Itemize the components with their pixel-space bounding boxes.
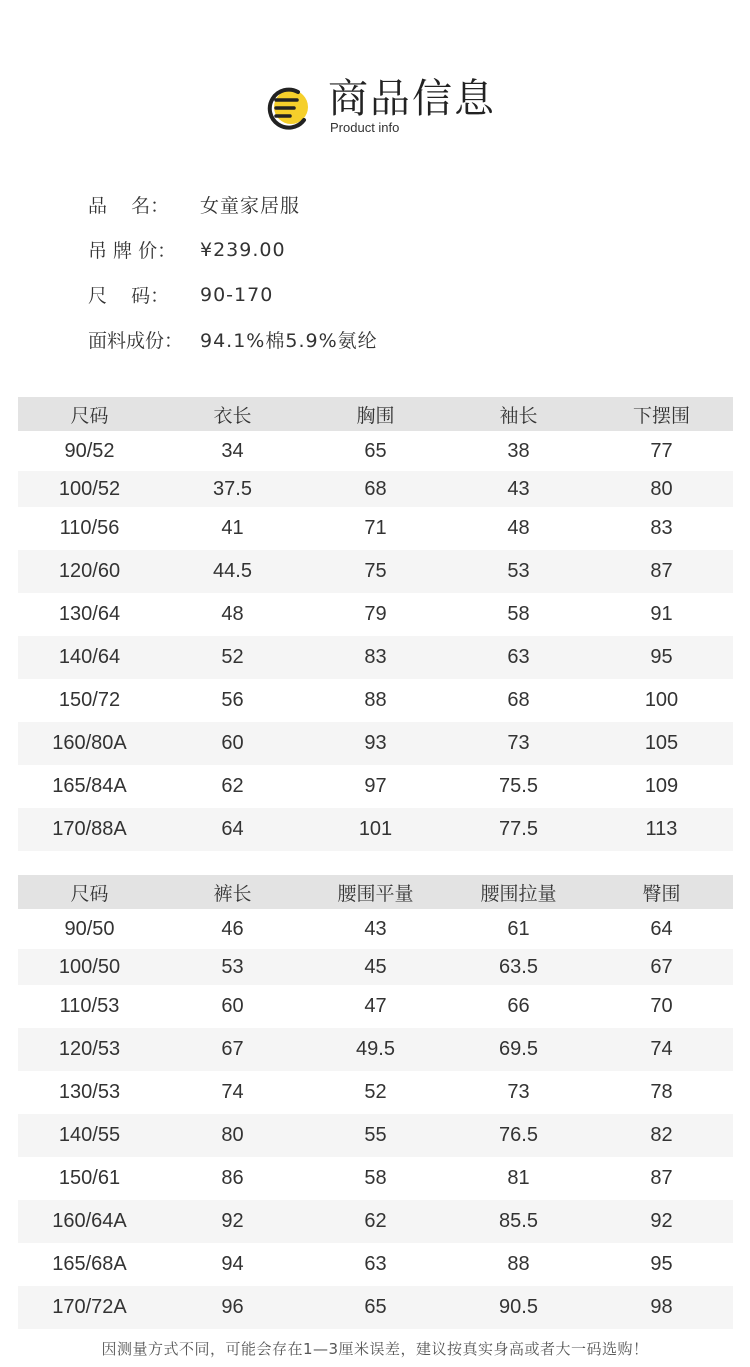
table-cell: 60	[221, 995, 244, 1017]
table-cell: 71	[364, 517, 387, 539]
table-cell: 83	[650, 517, 673, 539]
table-row	[18, 1071, 733, 1114]
table-row	[18, 636, 733, 679]
info-row-name	[88, 182, 378, 227]
table-row	[18, 1243, 733, 1286]
table-cell: 58	[507, 603, 530, 625]
table-cell: 44.5	[161, 550, 304, 593]
table-cell: 165/68A	[52, 1253, 127, 1275]
table-cell: 78	[650, 1081, 673, 1103]
table-cell: 74	[221, 1081, 244, 1103]
table-cell: 64	[650, 917, 673, 940]
table-cell: 88	[507, 1253, 530, 1275]
table-row	[18, 679, 733, 722]
section-header	[0, 70, 750, 140]
column-header: 尺码	[18, 397, 161, 431]
table-cell: 76.5	[447, 1114, 590, 1157]
info-value: 女童家居服	[200, 195, 301, 217]
table-row	[18, 1200, 733, 1243]
table-cell: 105	[590, 722, 733, 765]
table-cell: 160/64A	[18, 1200, 161, 1243]
table-cell: 93	[304, 722, 447, 765]
table-header-row	[18, 875, 733, 909]
table-cell: 65	[304, 1286, 447, 1329]
table-header-row	[18, 397, 733, 431]
column-header: 裤长	[161, 875, 304, 909]
column-header: 臀围	[590, 875, 733, 909]
table-row	[18, 909, 733, 949]
table-cell: 150/61	[58, 1167, 121, 1189]
column-header: 腰围拉量	[447, 875, 590, 909]
info-value: 94.1%棉5.9%氨纶	[200, 330, 378, 352]
table-cell: 170/88A	[18, 808, 161, 851]
table-cell: 74	[590, 1028, 733, 1071]
table-cell: 109	[644, 775, 679, 797]
table-cell: 77.5	[447, 808, 590, 851]
table-row	[18, 1028, 733, 1071]
table-cell: 68	[304, 471, 447, 507]
table-cell: 58	[364, 1167, 387, 1189]
table-cell: 56	[221, 689, 244, 711]
table-cell: 80	[590, 471, 733, 507]
table-cell: 90.5	[447, 1286, 590, 1329]
info-row-fabric	[88, 317, 378, 362]
table-cell: 110/53	[59, 995, 120, 1017]
table-cell: 61	[507, 917, 530, 940]
table-cell: 100	[644, 689, 679, 711]
table-cell: 53	[447, 550, 590, 593]
table-cell: 88	[364, 689, 387, 711]
info-row-size	[88, 272, 378, 317]
table-cell: 90/50	[64, 917, 115, 940]
table-cell: 86	[221, 1167, 244, 1189]
table-cell: 62	[221, 775, 244, 797]
table-cell: 45	[304, 949, 447, 985]
table-row	[18, 765, 733, 808]
table-row	[18, 722, 733, 765]
info-label: 品 名：	[88, 195, 170, 217]
table-cell: 110/56	[59, 517, 120, 539]
measurement-note: 因测量方式不同，可能会存在1—3厘米误差，建议按真实身高或者大一码选购！	[101, 1340, 649, 1358]
table-cell: 48	[507, 517, 530, 539]
table-row	[18, 985, 733, 1028]
column-header: 袖长	[447, 397, 590, 431]
info-logo-icon	[264, 84, 312, 130]
bottom-size-table	[18, 875, 733, 1329]
table-row	[18, 507, 733, 550]
table-cell: 92	[161, 1200, 304, 1243]
table-cell: 94	[221, 1253, 244, 1275]
table-cell: 140/55	[18, 1114, 161, 1157]
table-cell: 68	[507, 689, 530, 711]
table-cell: 70	[650, 995, 673, 1017]
info-label: 吊 牌 价：	[88, 240, 177, 262]
table-cell: 75.5	[499, 775, 538, 797]
info-value: 90-170	[200, 283, 274, 306]
table-cell: 73	[507, 1081, 530, 1103]
column-header: 衣长	[161, 397, 304, 431]
table-cell: 47	[364, 995, 387, 1017]
table-row	[18, 949, 733, 985]
table-cell: 82	[590, 1114, 733, 1157]
table-cell: 49.5	[304, 1028, 447, 1071]
table-cell: 52	[364, 1081, 387, 1103]
table-cell: 120/60	[18, 550, 161, 593]
table-row	[18, 1286, 733, 1329]
table-cell: 97	[364, 775, 387, 797]
table-cell: 41	[221, 517, 244, 539]
table-cell: 140/64	[18, 636, 161, 679]
table-cell: 69.5	[447, 1028, 590, 1071]
table-cell: 66	[507, 995, 530, 1017]
table-cell: 150/72	[58, 689, 121, 711]
table-cell: 34	[221, 439, 244, 462]
table-cell: 65	[364, 439, 387, 462]
table-cell: 43	[447, 471, 590, 507]
table-row	[18, 431, 733, 471]
product-info-list	[88, 182, 378, 362]
table-cell: 113	[590, 808, 733, 851]
table-cell: 101	[304, 808, 447, 851]
table-cell: 100/52	[18, 471, 161, 507]
table-cell: 160/80A	[18, 722, 161, 765]
table-cell: 67	[161, 1028, 304, 1071]
table-cell: 43	[364, 917, 387, 940]
table-row	[18, 1157, 733, 1200]
table-cell: 62	[304, 1200, 447, 1243]
column-header: 胸围	[304, 397, 447, 431]
column-header: 腰围平量	[304, 875, 447, 909]
table-cell: 46	[221, 917, 244, 940]
table-cell: 87	[590, 550, 733, 593]
table-cell: 67	[590, 949, 733, 985]
page-subtitle: Product info	[330, 120, 400, 135]
table-cell: 98	[590, 1286, 733, 1329]
table-cell: 77	[650, 439, 673, 462]
info-row-price	[88, 227, 378, 272]
page-title: 商品信息	[328, 76, 496, 122]
table-cell: 90/52	[64, 439, 115, 462]
info-label: 尺 码：	[88, 285, 170, 307]
table-cell: 73	[447, 722, 590, 765]
table-cell: 83	[304, 636, 447, 679]
table-cell: 130/64	[58, 603, 121, 625]
table-row	[18, 593, 733, 636]
table-cell: 63.5	[447, 949, 590, 985]
table-row	[18, 550, 733, 593]
table-cell: 80	[161, 1114, 304, 1157]
table-cell: 75	[304, 550, 447, 593]
table-cell: 100/50	[18, 949, 161, 985]
table-cell: 91	[650, 603, 673, 625]
table-cell: 60	[161, 722, 304, 765]
column-header: 下摆围	[590, 397, 733, 431]
table-cell: 92	[590, 1200, 733, 1243]
table-cell: 130/53	[58, 1081, 121, 1103]
table-cell: 38	[507, 439, 530, 462]
info-label: 面料成份：	[88, 330, 184, 352]
table-cell: 53	[161, 949, 304, 985]
table-cell: 170/72A	[18, 1286, 161, 1329]
table-cell: 64	[161, 808, 304, 851]
table-cell: 63	[447, 636, 590, 679]
table-cell: 48	[221, 603, 244, 625]
info-value: ¥239.00	[200, 238, 286, 261]
table-cell: 87	[650, 1167, 673, 1189]
table-cell: 37.5	[161, 471, 304, 507]
table-cell: 52	[161, 636, 304, 679]
table-cell: 63	[364, 1253, 387, 1275]
table-row	[18, 1114, 733, 1157]
table-cell: 85.5	[447, 1200, 590, 1243]
table-row	[18, 808, 733, 851]
table-cell: 81	[507, 1167, 530, 1189]
table-cell: 95	[590, 636, 733, 679]
table-row	[18, 471, 733, 507]
table-cell: 55	[304, 1114, 447, 1157]
column-header: 尺码	[18, 875, 161, 909]
table-cell: 96	[161, 1286, 304, 1329]
table-cell: 79	[364, 603, 387, 625]
table-cell: 165/84A	[52, 775, 127, 797]
table-cell: 95	[650, 1253, 673, 1275]
top-size-table	[18, 397, 733, 851]
table-cell: 120/53	[18, 1028, 161, 1071]
